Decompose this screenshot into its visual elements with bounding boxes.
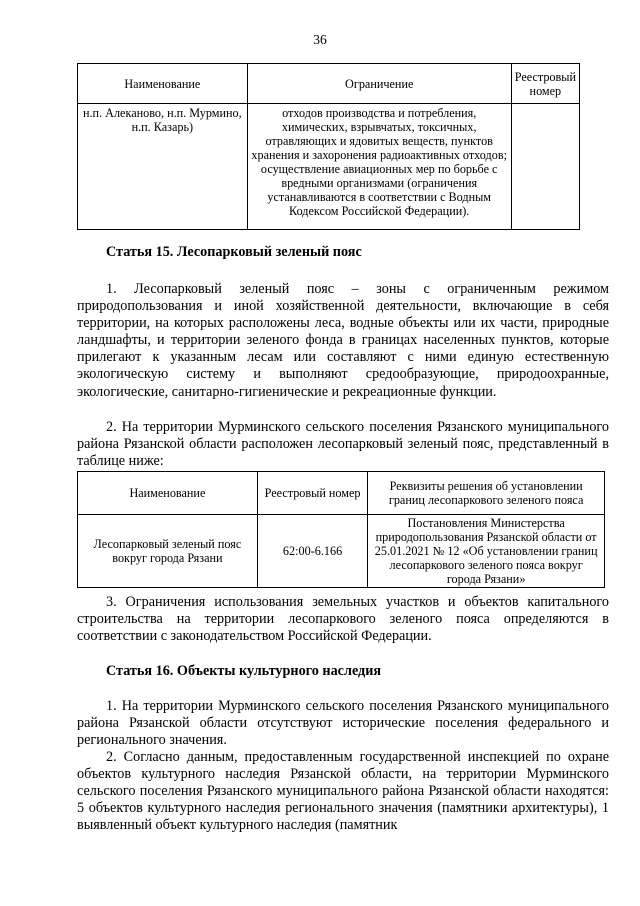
page-number: 36 — [313, 32, 327, 47]
article-16-paragraph-2-text: 2. Согласно данным, предоставленным государственной инспекцией по охране объектов культурного наследия Рязанской области, на территории Мурминского сельского поселения Рязанского муниципального района Рязанской области находятся: 5 объектов культурного наследия регионального значения (памятники архитектуры), 1 выявленный объект культурного наследия (памятник — [77, 749, 609, 834]
article-16-paragraph-1-text: 1. На территории Мурминского сельского поселения Рязанского муниципального района Рязанской области отсутствуют исторические поселения федерального и регионального значения. — [77, 698, 609, 749]
article-15-paragraph-3 — [77, 594, 609, 645]
restrictions-table — [77, 63, 580, 230]
header-registry: Реестровый номер — [257, 472, 367, 515]
article-15-paragraph-2 — [77, 419, 609, 470]
header-restriction: Ограничение — [247, 64, 511, 104]
article-16-paragraph-1 — [77, 698, 609, 749]
header-name: Наименование — [78, 472, 258, 515]
article-16-paragraph-2 — [77, 749, 609, 834]
green-belt-table — [77, 471, 605, 588]
cell-decision: Постановления Министерства природопользования Рязанской области от 25.01.2021 № 12 «Об установлении границ лесопаркового зеленого пояса вокруг города Рязани» — [368, 515, 605, 588]
header-name: Наименование — [78, 64, 248, 104]
article-15-paragraph-1 — [77, 281, 609, 401]
cell-restriction: отходов производства и потребления, химических, взрывчатых, токсичных, отравляющих и ядовитых веществ, пунктов хранения и захоронения радиоактивных отходов; осуществление авиационных мер по борьбе с вредными организмами (ограничения устанавливаются в соответствии с Водным Кодексом Российской Федерации). — [247, 104, 511, 230]
article-15-paragraph-2-text: 2. На территории Мурминского сельского поселения Рязанского муниципального района Рязанской области расположен лесопарковый зеленый пояс, представленный в таблице ниже: — [77, 419, 609, 470]
article-15-paragraph-3-text: 3. Ограничения использования земельных участков и объектов капитального строительства на территории лесопаркового зеленого пояса определяются в соответствии с законодательством Российской Федерации. — [77, 594, 609, 645]
cell-name: Лесопарковый зеленый пояс вокруг города Рязани — [78, 515, 258, 588]
header-decision: Реквизиты решения об установлении границ лесопаркового зеленого пояса — [368, 472, 605, 515]
article-15-paragraph-1-text: 1. Лесопарковый зеленый пояс – зоны с ограниченным режимом природопользования и иной хозяйственной деятельности, включающие в себя территории, на которых расположены леса, водные объекты или их части, природные ландшафты, и территории зеленого фонда в границах населенных пунктов, которые прилегают к указанным лесам или составляют с ними единую естественную экологическую систему и выполняют средообразующие, природоохранные, экологические, санитарно-гигиенические и рекреационные функции. — [77, 281, 609, 400]
cell-registry — [511, 104, 579, 230]
cell-registry: 62:00-6.166 — [257, 515, 367, 588]
article-15-heading: Статья 15. Лесопарковый зеленый пояс — [106, 244, 362, 260]
header-registry: Реестровый номер — [511, 64, 579, 104]
cell-name: н.п. Алеканово, н.п. Мурмино, н.п. Казарь) — [78, 104, 248, 230]
article-16-heading: Статья 16. Объекты культурного наследия — [106, 663, 382, 679]
